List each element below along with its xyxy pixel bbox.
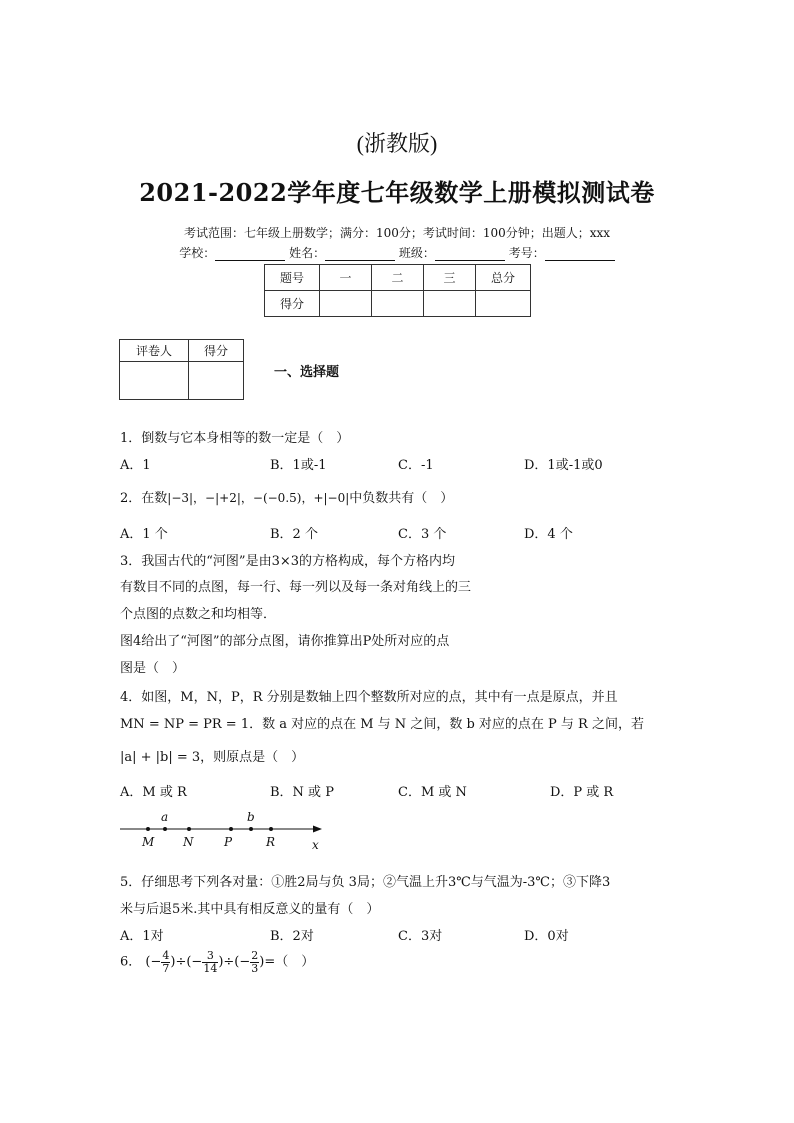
fraction-2 [202, 950, 218, 975]
q4-option-d[interactable]: D．P 或 R [550, 785, 614, 800]
score-header: 一 [320, 265, 372, 291]
q2-prefix: 2．在数 [120, 491, 168, 506]
fraction-3 [250, 950, 259, 975]
number-line-figure [118, 806, 333, 856]
score-cell[interactable] [476, 291, 531, 317]
fraction-3-num: 2 [251, 949, 259, 962]
axis-arrow-icon [313, 826, 322, 833]
score-header: 二 [372, 265, 424, 291]
point-r [269, 827, 273, 831]
q4-option-a[interactable]: A．M 或 R [120, 785, 187, 800]
q5-option-d[interactable]: D．0对 [524, 929, 569, 944]
fraction-1-num: 4 [162, 949, 170, 962]
point-p [229, 827, 233, 831]
q2-option-c[interactable]: C．3 个 [398, 527, 447, 542]
score-header: 总分 [476, 265, 531, 291]
q4-option-b[interactable]: B．N 或 P [270, 785, 334, 800]
q2-option-a[interactable]: A．1 个 [120, 527, 168, 542]
question-3-line: 有数目不同的点图，每一行、每一列以及每一条对角线上的三 [120, 580, 472, 595]
question-3-line: 3．我国古代的“河图”是由3×3的方格构成，每个方格内均 [120, 554, 455, 569]
grader-table [119, 339, 244, 400]
question-4-line3: |a| + |b| = 3，则原点是（ ） [120, 750, 305, 765]
q5-option-a[interactable]: A．1对 [120, 929, 164, 944]
question-3-line: 图是（ ） [120, 661, 186, 676]
score-header: 题号 [265, 265, 320, 291]
class-label: 班级： [398, 246, 435, 260]
q1-option-d[interactable]: D．1或-1或0 [524, 458, 603, 473]
question-3-line: 个点图的点数之和均相等． [120, 607, 277, 622]
label-p: P [224, 835, 233, 849]
label-n: N [183, 835, 194, 849]
question-3-line: 图4给出了“河图”的部分点图，请你推算出P处所对应的点 [120, 634, 450, 649]
fraction-2-num: 3 [202, 950, 218, 963]
score-table [264, 264, 531, 317]
point-a [163, 827, 167, 831]
label-x: x [312, 838, 319, 852]
fraction-3-den: 3 [251, 962, 259, 975]
page-title: 2021-2022学年度七年级数学上册模拟测试卷 [139, 178, 655, 207]
grader-header: 得分 [189, 340, 244, 362]
q6-suffix: =（ ） [264, 954, 315, 970]
q2-option-d[interactable]: D．4 个 [524, 527, 573, 542]
fraction-1-den: 7 [162, 962, 170, 975]
student-fields [0, 244, 794, 261]
q5-option-c[interactable]: C．3对 [398, 929, 443, 944]
label-b: b [247, 810, 255, 824]
q1-option-c[interactable]: C．-1 [398, 458, 434, 473]
score-header: 三 [424, 265, 476, 291]
grader-header: 评卷人 [120, 340, 189, 362]
label-r: R [266, 835, 276, 849]
question-1-stem: 1．倒数与它本身相等的数一定是（ ） [120, 431, 350, 446]
point-m [146, 827, 150, 831]
question-6-stem: 6． (− $\frac{4}{7}$ )÷(− $\frac{3}{14}$ )÷(− $\frac{2}{3}$ )=（ ） [120, 949, 315, 975]
point-n [187, 827, 191, 831]
fraction-2-den: 14 [203, 962, 218, 975]
question-4-line2: MN = NP = PR = 1．数 a 对应的点在 M 与 N 之间，数 b 对应的点在 P 与 R 之间，若 [120, 717, 644, 732]
grader-cell[interactable] [189, 362, 244, 400]
school-label: 学校： [179, 246, 216, 260]
question-5-line2: 米与后退5米.其中具有相反意义的量有（ ） [120, 902, 380, 917]
q2-suffix: 中负数共有（ ） [349, 491, 454, 506]
q1-option-a[interactable]: A．1 [120, 458, 151, 473]
q4-option-c[interactable]: C．M 或 N [398, 785, 467, 800]
q6-prefix: 6． [120, 954, 142, 970]
q2-option-b[interactable]: B．2 个 [270, 527, 318, 542]
score-cell[interactable] [372, 291, 424, 317]
name-blank[interactable] [325, 247, 395, 261]
section-title: 一、选择题 [274, 365, 340, 380]
question-5-line1: 5．仔细思考下列各对量：①胜2局与负 3局；②气温上升3℃与气温为-3℃；③下降3 [120, 875, 611, 890]
exam-number-label: 考号： [508, 246, 545, 260]
school-blank[interactable] [215, 247, 285, 261]
point-b [249, 827, 253, 831]
exam-number-blank[interactable] [545, 247, 615, 261]
edition-label: (浙教版) [356, 131, 438, 156]
question-2-stem [120, 487, 453, 506]
grader-cell[interactable] [120, 362, 189, 400]
score-cell[interactable] [424, 291, 476, 317]
score-cell[interactable] [320, 291, 372, 317]
question-4-line1: 4．如图，M，N，P，R 分别是数轴上四个整数所对应的点，其中有一点是原点，并且 [120, 690, 618, 705]
score-row-label: 得分 [265, 291, 320, 317]
q2-expression: |−3|，−|+2|，−(−0.5)，+|−0| [167, 491, 350, 505]
exam-info: 考试范围：七年级上册数学；满分：100分；考试时间：100分钟；出题人；xxx [183, 226, 611, 240]
q5-option-b[interactable]: B．2对 [270, 929, 314, 944]
class-blank[interactable] [435, 247, 505, 261]
name-label: 姓名： [289, 246, 326, 260]
label-a: a [161, 810, 169, 824]
q1-option-b[interactable]: B．1或-1 [270, 458, 327, 473]
label-m: M [142, 835, 155, 849]
